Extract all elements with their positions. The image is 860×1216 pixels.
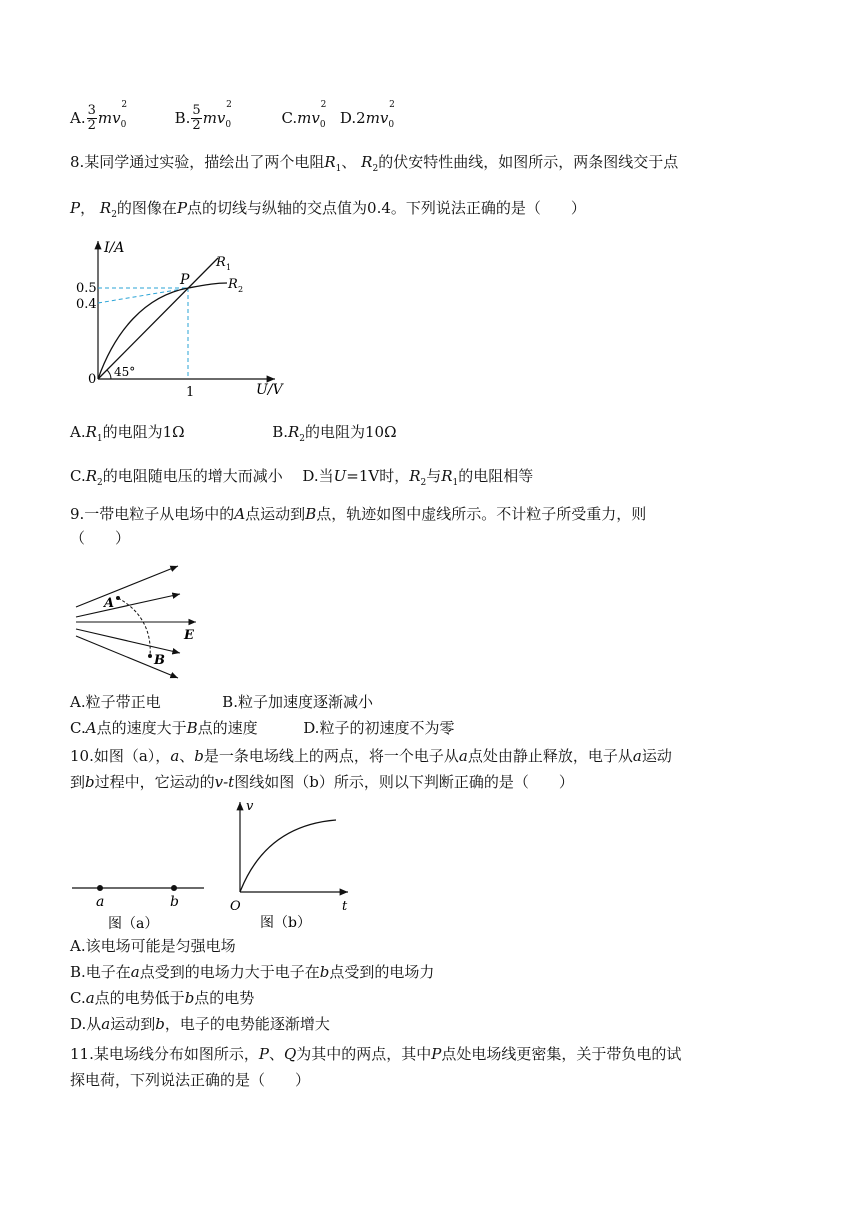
q10-figure-b: [226, 796, 356, 936]
q8-tick-04: 0.4: [76, 297, 97, 312]
q8-tick-1: 1: [186, 385, 195, 400]
q9-label-a: A: [104, 596, 115, 611]
q7-option-a: A. $\frac{3}{2}$ $mv_0^2$: [70, 99, 128, 133]
q11-stem-line1: 11.某电场线分布如图所示，P、Q为其中的两点，其中P点处电场线更密集，关于带负电的试: [70, 1045, 682, 1063]
q10-label-b: b: [170, 894, 179, 910]
q8-label-r1: R: [216, 255, 226, 270]
q8-option-a: $A.R_1$的电阻为1Ω: [70, 423, 185, 444]
q8-x-label: U/V: [256, 382, 283, 398]
q9-options-ab: [70, 692, 373, 712]
q9-stem-line1: 9.一带电粒子从电场中的A点运动到B点，轨迹如图中虚线所示。不计粒子所受重力，则: [70, 505, 647, 523]
q11-stem-line2: 探电荷，下列说法正确的是（ ）: [70, 1071, 311, 1089]
q9-field-line-1: [76, 566, 178, 607]
q10-stem-line1: 10.如图（a），a、b是一条电场线上的两点，将一个电子从a点处由静止释放，电子从a运动: [70, 747, 672, 765]
q8-tick-05: 0.5: [76, 281, 97, 296]
q10-label-a: a: [96, 894, 105, 910]
q10-option-c: C.a点的电势低于b点的电势: [70, 989, 255, 1007]
q10-stem-line2: 到b过程中，它运动的v-t图线如图（b）所示，则以下判断正确的是（ ）: [70, 773, 574, 791]
q7-option-d: $D.2mv_0^2$: [339, 99, 395, 130]
q9-field-figure: [70, 560, 210, 680]
q8-label-r2: R: [228, 277, 238, 292]
q10-caption-b: 图（b）: [260, 915, 311, 931]
q9-options-cd: [70, 718, 454, 738]
q8-stem-line1: 8.某同学通过实验，描绘出了两个电阻$R_1$、 $R_2$的伏安特性曲线，如图所示，两条图线交于点: [70, 153, 679, 174]
q8-iu-graph: [70, 236, 320, 406]
q8-angle-label: 45°: [114, 365, 136, 379]
q8-options-cd: [70, 466, 533, 493]
q8-option-d: D.当U=1V时，$R_2$与$R_1$的电阻相等: [302, 467, 534, 488]
q7-options: [70, 99, 395, 135]
q9-stem-line2: （ ）: [70, 529, 131, 547]
q10-caption-a: 图（a）: [108, 916, 159, 932]
q7-option-b: B. $\frac{5}{2}$ $mv_0^2$: [174, 99, 232, 133]
q9-option-b: B.粒子加速度逐渐减小: [222, 693, 373, 711]
q9-point-a: [116, 596, 120, 600]
q8-dash-tangent: [98, 288, 188, 303]
q8-y-label: I/A: [104, 240, 125, 256]
q9-option-a: A.粒子带正电: [70, 693, 161, 711]
q10-label-t: t: [342, 899, 348, 914]
q10-figure-a: [70, 870, 210, 934]
q9-label-b: B: [154, 653, 165, 668]
q9-option-c: C.A点的速度大于B点的速度: [70, 719, 258, 737]
q10-option-d: D.从a运动到b，电子的电势能逐渐增大: [70, 1015, 330, 1033]
q10-label-o: O: [230, 899, 241, 914]
q8-angle-arc: [107, 370, 111, 379]
q9-option-d: D.粒子的初速度不为零: [303, 719, 455, 737]
q10-vt-curve: [240, 820, 336, 892]
q8-label-r2-sub: 2: [238, 285, 244, 294]
q8-label-r1-sub: 1: [226, 263, 232, 272]
q8-option-c: $C.R_2$的电阻随电压的增大而减小: [70, 467, 283, 488]
q10-label-v: v: [246, 799, 254, 814]
q10-option-b: B.电子在a点受到的电场力大于电子在b点受到的电场力: [70, 963, 435, 981]
q7-option-c: $C.mv_0^2$: [281, 99, 327, 130]
q10-point-a: [97, 885, 103, 891]
q9-field-line-2: [76, 594, 180, 617]
q9-label-e: E: [184, 628, 194, 643]
q9-field-line-4: [76, 629, 180, 653]
q10-option-a: A.该电场可能是匀强电场: [70, 937, 236, 955]
q10-point-b: [171, 885, 177, 891]
q9-point-b: [148, 654, 152, 658]
q8-line-r1: [98, 258, 218, 379]
q8-stem-line2: P， $R_2$的图像在P点的切线与纵轴的交点值为0.4。下列说法正确的是（ ）: [70, 199, 586, 220]
q8-option-b: $B.R_2$的电阻为10Ω: [272, 423, 397, 444]
q8-options-ab: [70, 422, 397, 449]
q8-origin: 0: [88, 372, 97, 387]
q8-point-p: P: [180, 272, 190, 288]
